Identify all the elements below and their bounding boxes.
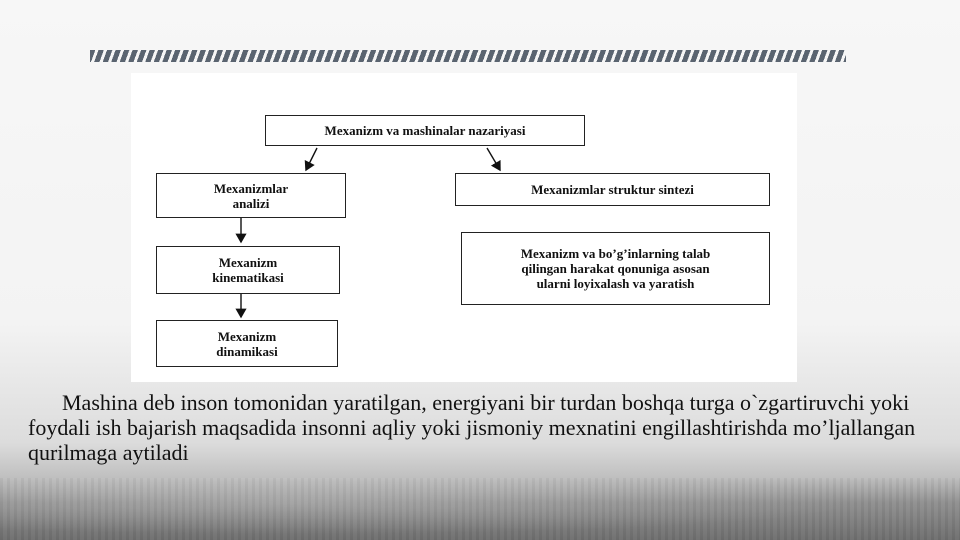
synthesis-box: Mexanizmlar struktur sintezi <box>455 173 770 206</box>
design-box: Mexanizm va bo’g’inlarning talab qilingan harakat qonuniga asosan ularni loyixalash va yaratish <box>461 232 770 305</box>
kinematics-box: Mexanizm kinematikasi <box>156 246 340 294</box>
arrow-root-to-analysis <box>306 148 317 170</box>
root-box: Mexanizm va mashinalar nazariyasi <box>265 115 585 146</box>
analysis-box: Mexanizmlar analizi <box>156 173 346 218</box>
background-floor <box>0 478 960 540</box>
decorative-stripe <box>90 50 846 62</box>
definition-text: Mashina deb inson tomonidan yaratilgan, energiyani bir turdan boshqa turga o`zgartiruvchi yoki foydali ish bajarish maqsadida insonni aqliy yoki jismoniy mexnatini engillashtirishda mo’ljallangan qurilmaga aytiladi <box>28 390 916 465</box>
dynamics-box: Mexanizm dinamikasi <box>156 320 338 367</box>
diagram-panel <box>131 73 797 382</box>
arrow-root-to-synthesis <box>487 148 500 170</box>
